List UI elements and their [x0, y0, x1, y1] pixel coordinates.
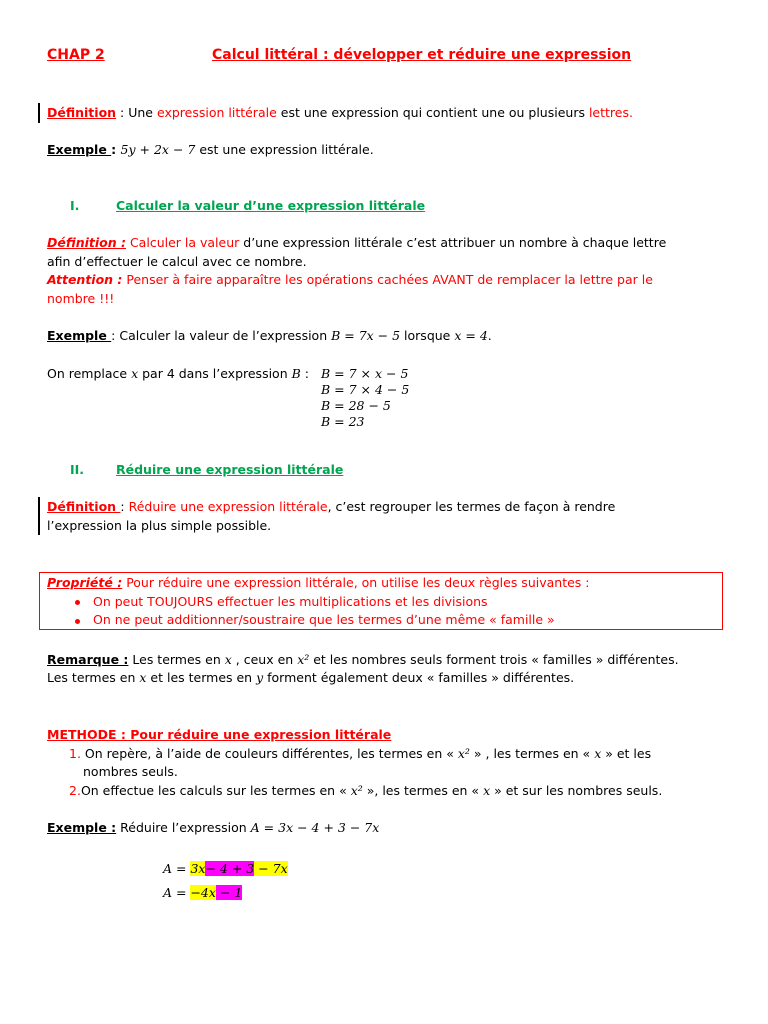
intro-definition: Définition : Une expression littérale est une expression qui contient une ou plusieurs lettres. [47, 105, 633, 120]
math-expression: 5y + 2x − 7 [120, 142, 196, 157]
calc-step: B = 28 − 5 [321, 398, 391, 413]
definition-label: Définition [47, 499, 121, 514]
attention-note-line-2: nombre !!! [47, 291, 115, 306]
bullet-icon [75, 619, 80, 624]
property-statement: Propriété : Pour réduire une expression littérale, on utilise les deux règles suivantes : [47, 575, 590, 590]
definition-label: Définition [47, 105, 117, 120]
method-step-1-line-2: nombres seuls. [83, 764, 178, 779]
section-2-number: II. [70, 462, 85, 477]
section-2-definition: Définition : Réduire une expression littérale, c’est regrouper les termes de façon à rendre [47, 499, 616, 514]
calc-step: B = 7 × 4 − 5 [321, 382, 410, 397]
definition-term: expression littérale [156, 105, 277, 120]
method-title: METHODE : Pour réduire une expression littérale [47, 727, 392, 742]
definition-label: Définition : [47, 235, 126, 250]
margin-bar [38, 103, 40, 123]
reduction-line-2: A = −4x − 1 [163, 885, 243, 900]
section-1-example: Exemple : Calculer la valeur de l’expression B = 7x − 5 lorsque x = 4. [47, 328, 492, 343]
remark-line-1: Remarque : Les termes en x , ceux en x² et les nombres seuls forment trois « familles » différentes. [47, 652, 679, 667]
reduction-line-1: A = 3x− 4 + 3 − 7x [163, 861, 288, 876]
section-2-definition-line-2: l’expression la plus simple possible. [47, 518, 272, 533]
section-1-number: I. [70, 198, 80, 213]
replace-sentence: On remplace x par 4 dans l’expression B : [47, 366, 309, 381]
property-label: Propriété : [47, 575, 123, 590]
chapter-label: CHAP 2 [47, 47, 105, 63]
highlight-number-term: − 4 + 3 [205, 861, 255, 876]
remark-line-2: Les termes en x et les termes en y forment également deux « familles » différentes. [47, 670, 575, 685]
calc-step: B = 7 × x − 5 [321, 366, 409, 381]
step-number: 2. [69, 783, 81, 798]
page-title: Calcul littéral : développer et réduire une expression [212, 47, 632, 63]
method-step-1: 1. On repère, à l’aide de couleurs différentes, les termes en « x² » , les termes en « x » et les [69, 746, 652, 761]
property-rule: On peut TOUJOURS effectuer les multiplications et les divisions [93, 594, 488, 609]
section-1-definition: Définition : Calculer la valeur d’une expression littérale c’est attribuer un nombre à chaque lettre [47, 235, 667, 250]
highlight-x-term: − 7x [254, 861, 288, 876]
margin-bar [38, 497, 40, 535]
intro-example: Exemple : 5y + 2x − 7 est une expression littérale. [47, 142, 374, 157]
highlight-x-term: −4x [190, 885, 216, 900]
step-number: 1. [69, 746, 81, 761]
highlight-number-term: − 1 [215, 885, 243, 900]
section-1-definition-line-2: afin d’effectuer le calcul avec ce nombre. [47, 254, 307, 269]
example-label: Exemple : [47, 820, 117, 835]
calc-step: B = 23 [321, 414, 365, 429]
section-1-title: Calculer la valeur d’une expression littérale [116, 198, 426, 213]
method-step-2: 2.On effectue les calculs sur les termes en « x² », les termes en « x » et sur les nombres seuls. [69, 783, 663, 798]
property-rule: On ne peut additionner/soustraire que les termes d’une même « famille » [93, 612, 555, 627]
example-label: Exemple [47, 142, 112, 157]
attention-note: Attention : Penser à faire apparaître les opérations cachées AVANT de remplacer la lettre par le [47, 272, 653, 287]
example-label: Exemple [47, 328, 112, 343]
highlight-x-term: 3x [190, 861, 206, 876]
bullet-icon [75, 600, 80, 605]
remark-label: Remarque : [47, 652, 129, 667]
section-2-title: Réduire une expression littérale [116, 462, 344, 477]
section-2-example: Exemple : Réduire l’expression A = 3x − 4 + 3 − 7x [47, 820, 380, 835]
attention-label: Attention : [47, 272, 123, 287]
